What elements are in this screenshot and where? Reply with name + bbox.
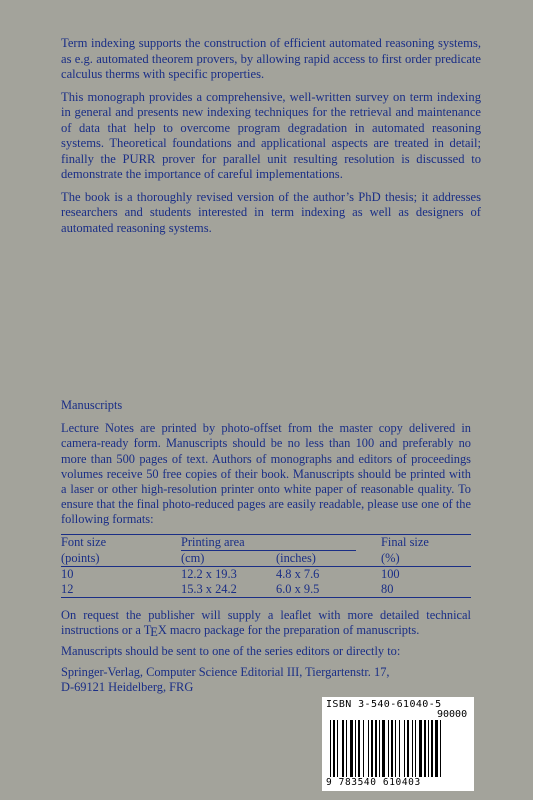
unit-cm: (cm) <box>181 551 276 567</box>
table-row: 10 12.2 x 19.3 4.8 x 7.6 100 <box>61 566 400 581</box>
header-font-size: Font size <box>61 534 181 551</box>
blurb-paragraph-1: Term indexing supports the construction of efficient automated reasoning systems, as e.g. automated theorem provers, by allowing rapid access to first order predicate calculus therms with specific properties. <box>61 36 481 81</box>
blurb-paragraph-2: This monograph provides a comprehensive, well-written survey on term indexing in general and presents new indexing techniques for the retrieval and maintenance of data that help to overcome program degradation in automated reasoning systems. Theoretical foundations and applicational aspects are treated in detail; finally the PURR prover for parallel unit resulting resolution is discussed to demonstrate the importance of careful implementations. <box>61 89 481 181</box>
barcode-bars-icon <box>330 720 464 777</box>
table-header-row <box>61 534 471 551</box>
format-table <box>61 534 471 598</box>
unit-percent: (%) <box>381 551 471 567</box>
back-cover-blurb <box>61 36 481 243</box>
header-printing-area: Printing area <box>181 534 381 551</box>
manuscripts-section <box>61 398 471 696</box>
manuscripts-intro: Lecture Notes are printed by photo-offset from the master copy delivered in camera-ready form. Manuscripts should be no less than 100 and preferably no more than 500 pages of text. Authors of monographs and editors of proceedings volumes receive 50 free copies of their book. Manuscripts should be printed with a laser or other high-resolution printer onto white paper of reasonable quality. To ensure that the final photo-reduced pages are easily readable, please use one of the following formats: <box>61 421 471 527</box>
header-final-size: Final size <box>381 534 471 551</box>
table-unit-row <box>61 551 471 567</box>
unit-points: (points) <box>61 551 181 567</box>
unit-inches: (inches) <box>276 551 381 567</box>
isbn-barcode <box>322 697 474 791</box>
blurb-paragraph-3: The book is a thoroughly revised version of the author’s PhD thesis; it addresses researchers and students interested in term indexing as well as designers of automated reasoning systems. <box>61 189 481 235</box>
send-note: Manuscripts should be sent to one of the series editors or directly to: <box>61 644 401 659</box>
ean-number: 9 783540 610403 <box>326 777 421 788</box>
manuscripts-heading: Manuscripts <box>61 398 123 412</box>
price-code: 90000 <box>437 709 468 720</box>
address-line-2: D-69121 Heidelberg, FRG <box>61 680 194 695</box>
isbn-text: ISBN 3-540-61040-5 <box>326 699 442 710</box>
table-row: 12 15.3 x 24.2 6.0 x 9.5 80 <box>61 582 471 598</box>
address-line-1: Springer-Verlag, Computer Science Editorial III, Tiergartenstr. 17, <box>61 665 390 680</box>
publisher-address <box>61 665 471 695</box>
request-note: On request the publisher will supply a leaflet with more detailed technical instructions or a TEX macro package for the preparation of manuscripts. <box>61 607 471 639</box>
